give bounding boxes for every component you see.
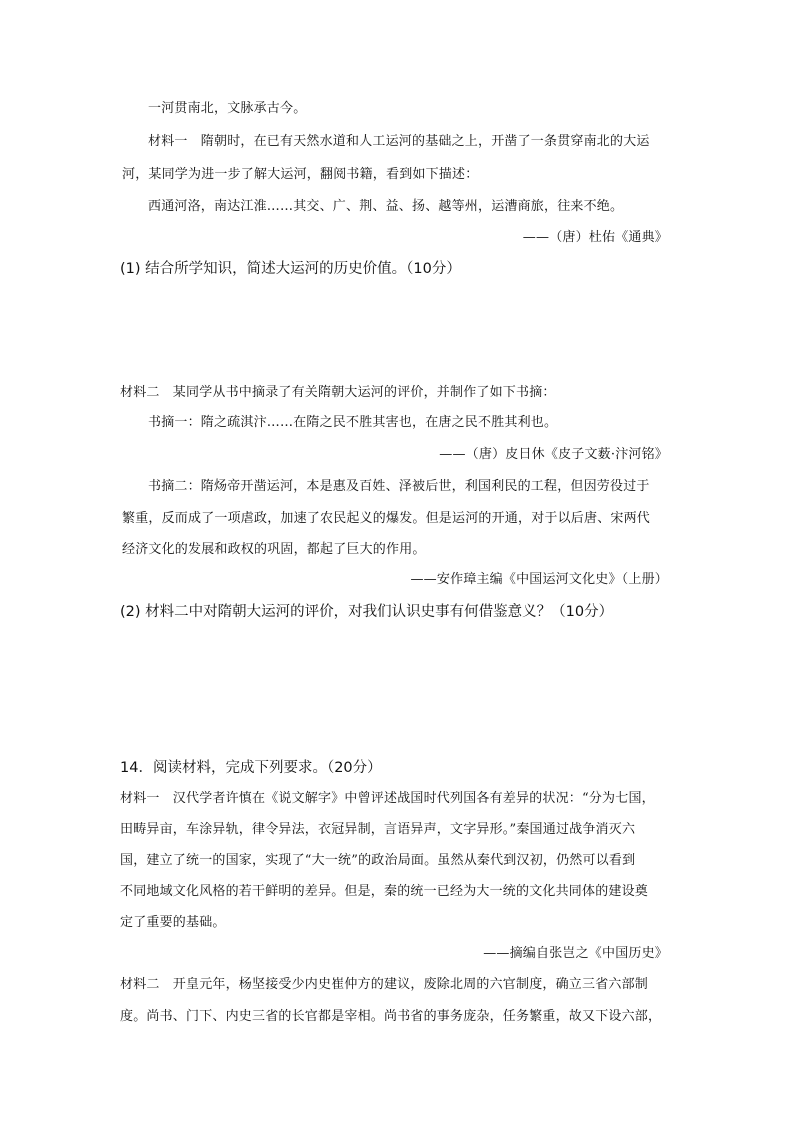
material1-text: 材料一 隋朝时，在已有天然水道和人工运河的基础之上，开凿了一条贯穿南北的大运 <box>148 134 650 149</box>
excerpt-2: 书摘二：隋炀帝开凿运河，本是惠及百姓、泽被后世，利国利民的工程，但因劳役过于 <box>148 479 650 494</box>
question-2: (2) 材料二中对隋朝大运河的评价，对我们认识史事有何借鉴意义？（10分） <box>120 604 614 620</box>
material1-text: 材料一 汉代学者许慎在《说文解字》中曾评述战国时代列国各有差异的状况：“分为七国， <box>120 791 655 806</box>
source-attribution: ——（唐）杜佑《通典》 <box>522 230 668 245</box>
question-14: 14．阅读材料，完成下列要求。（20分） <box>120 760 382 776</box>
material2-text: 材料二 开皇元年，杨坚接受少内史崔仲方的建议，废除北周的六官制度，确立三省六部制 <box>120 977 649 992</box>
source-attribution: ——摘编自张岂之《中国历史》 <box>483 946 668 961</box>
material2-text: 度。尚书、门下、内史三省的长官都是宰相。尚书省的事务庞杂，任务繁重，故又下设六部， <box>120 1009 662 1024</box>
material1-text: 不同地域文化风格的若干鲜明的差异。但是，秦的统一已经为大一统的文化共同体的建设奠 <box>120 884 649 899</box>
material1-text: 国，建立了统一的国家，实现了“大一统”的政治局面。虽然从秦代到汉初，仍然可以看到 <box>120 853 636 868</box>
excerpt-2: 繁重，反而成了一项虐政，加速了农民起义的爆发。但是运河的开通，对于以后唐、宋两代 <box>122 511 651 526</box>
material1-text: 定了重要的基础。 <box>120 915 226 930</box>
material2-intro: 材料二 某同学从书中摘录了有关隋朝大运河的评价，并制作了如下书摘： <box>120 385 556 400</box>
excerpt-2: 经济文化的发展和政权的巩固，都起了巨大的作用。 <box>122 542 426 557</box>
source-attribution: ——（唐）皮日休《皮子文薮·汴河铭》 <box>439 447 668 462</box>
question-1: (1) 结合所学知识，简述大运河的历史价值。（10分） <box>120 261 461 277</box>
excerpt-1: 书摘一：隋之疏淇汴……在隋之民不胜其害也，在唐之民不胜其利也。 <box>148 415 558 430</box>
intro-line: 一河贯南北，文脉承古今。 <box>148 101 307 116</box>
material1-text: 田畴异亩，车涂异轨，律令异法，衣冠异制，言语异声，文字异形。”秦国通过战争消灭六 <box>120 822 636 837</box>
quote-text: 西通河洛，南达江淮……其交、广、荆、益、扬、越等州，运漕商旅，往来不绝。 <box>148 199 624 214</box>
source-attribution: ——安作璋主编《中国运河文化史》（上册） <box>410 572 668 587</box>
material1-text: 河，某同学为进一步了解大运河，翻阅书籍，看到如下描述： <box>122 167 479 182</box>
